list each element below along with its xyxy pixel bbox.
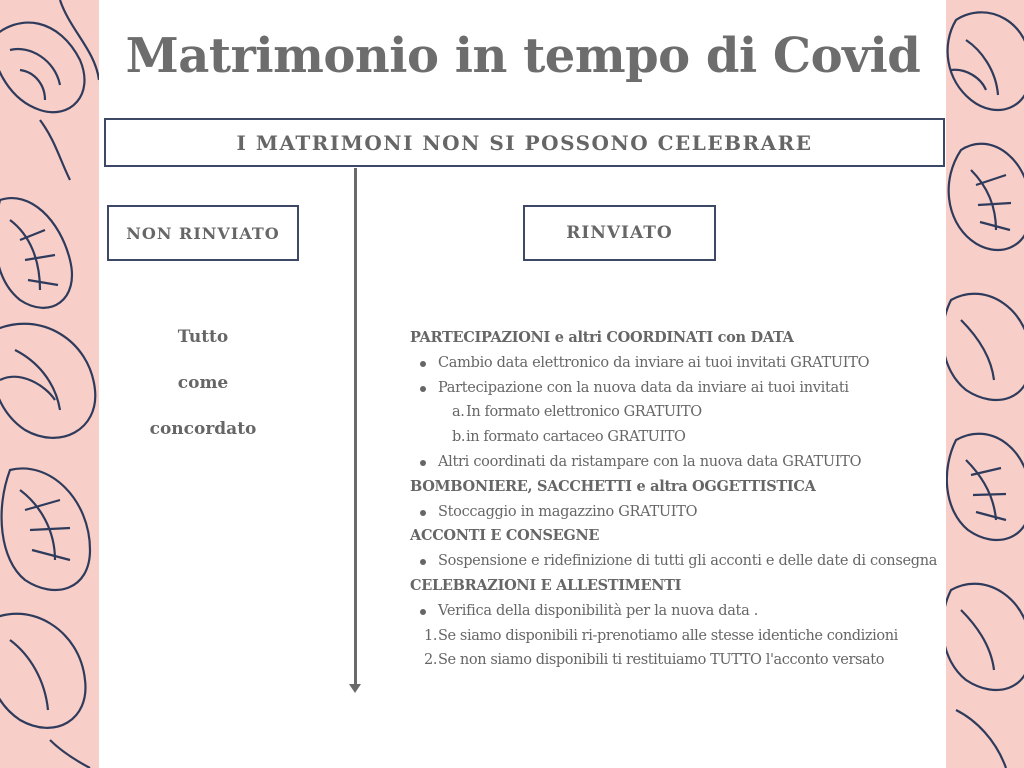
arrow-down-icon <box>349 684 361 693</box>
floral-border-right <box>946 0 1024 768</box>
floral-border-left <box>0 0 99 768</box>
section-heading-partecipazioni: PARTECIPAZIONI e altri COORDINATI con DATA <box>410 329 794 346</box>
section-heading-celebrazioni: CELEBRAZIONI E ALLESTIMENTI <box>410 576 682 594</box>
sub-list-marker: b. <box>452 429 466 446</box>
list-item: Altri coordinati da ristampare con la nuova data GRATUITO <box>410 450 920 475</box>
left-text-line: come <box>177 373 229 393</box>
sub-list-text: in formato cartaceo GRATUITO <box>466 429 686 446</box>
floral-pattern-right-icon <box>946 0 1024 768</box>
page-title: Matrimonio in tempo di Covid <box>125 28 921 84</box>
numbered-list-item <box>410 648 920 673</box>
list-item: Sospensione e ridefinizione di tutti gli acconti e delle date di consegna <box>410 549 920 574</box>
section-heading-bomboniere: BOMBONIERE, SACCHETTI e altra OGGETTISTICA <box>410 477 816 495</box>
list-item: Verifica della disponibilità per la nuova data . <box>410 599 920 624</box>
section-heading-acconti: ACCONTI E CONSEGNE <box>410 527 600 545</box>
sub-list-marker: a. <box>452 404 465 421</box>
sub-list-item <box>410 425 920 450</box>
left-text-line: Tutto <box>177 327 229 347</box>
banner-heading: I MATRIMONI NON SI POSSONO CELEBRARE <box>104 118 945 167</box>
numbered-list-text: Se siamo disponibili ri-prenotiamo alle stesse identiche condizioni <box>438 627 898 644</box>
numbered-list-marker: 2. <box>424 652 438 669</box>
numbered-list-text: Se non siamo disponibili ti restituiamo TUTTO l'acconto versato <box>438 652 885 669</box>
non-rinviato-box: NON RINVIATO <box>107 205 299 261</box>
floral-pattern-left-icon <box>0 0 99 768</box>
sub-list-text: In formato elettronico GRATUITO <box>466 404 702 421</box>
list-item: Cambio data elettronico da inviare ai tuoi invitati GRATUITO <box>410 351 920 376</box>
vertical-divider-arrow <box>354 168 357 686</box>
rinviato-details <box>410 326 938 673</box>
numbered-list-item <box>410 624 920 649</box>
left-text-line: concordato <box>149 419 257 439</box>
numbered-list-marker: 1. <box>424 627 438 644</box>
list-item: Stoccaggio in magazzino GRATUITO <box>410 500 920 525</box>
list-item: Partecipazione con la nuova data da inviare ai tuoi invitati <box>410 376 920 401</box>
sub-list-item <box>410 400 920 425</box>
rinviato-box: RINVIATO <box>523 205 716 261</box>
